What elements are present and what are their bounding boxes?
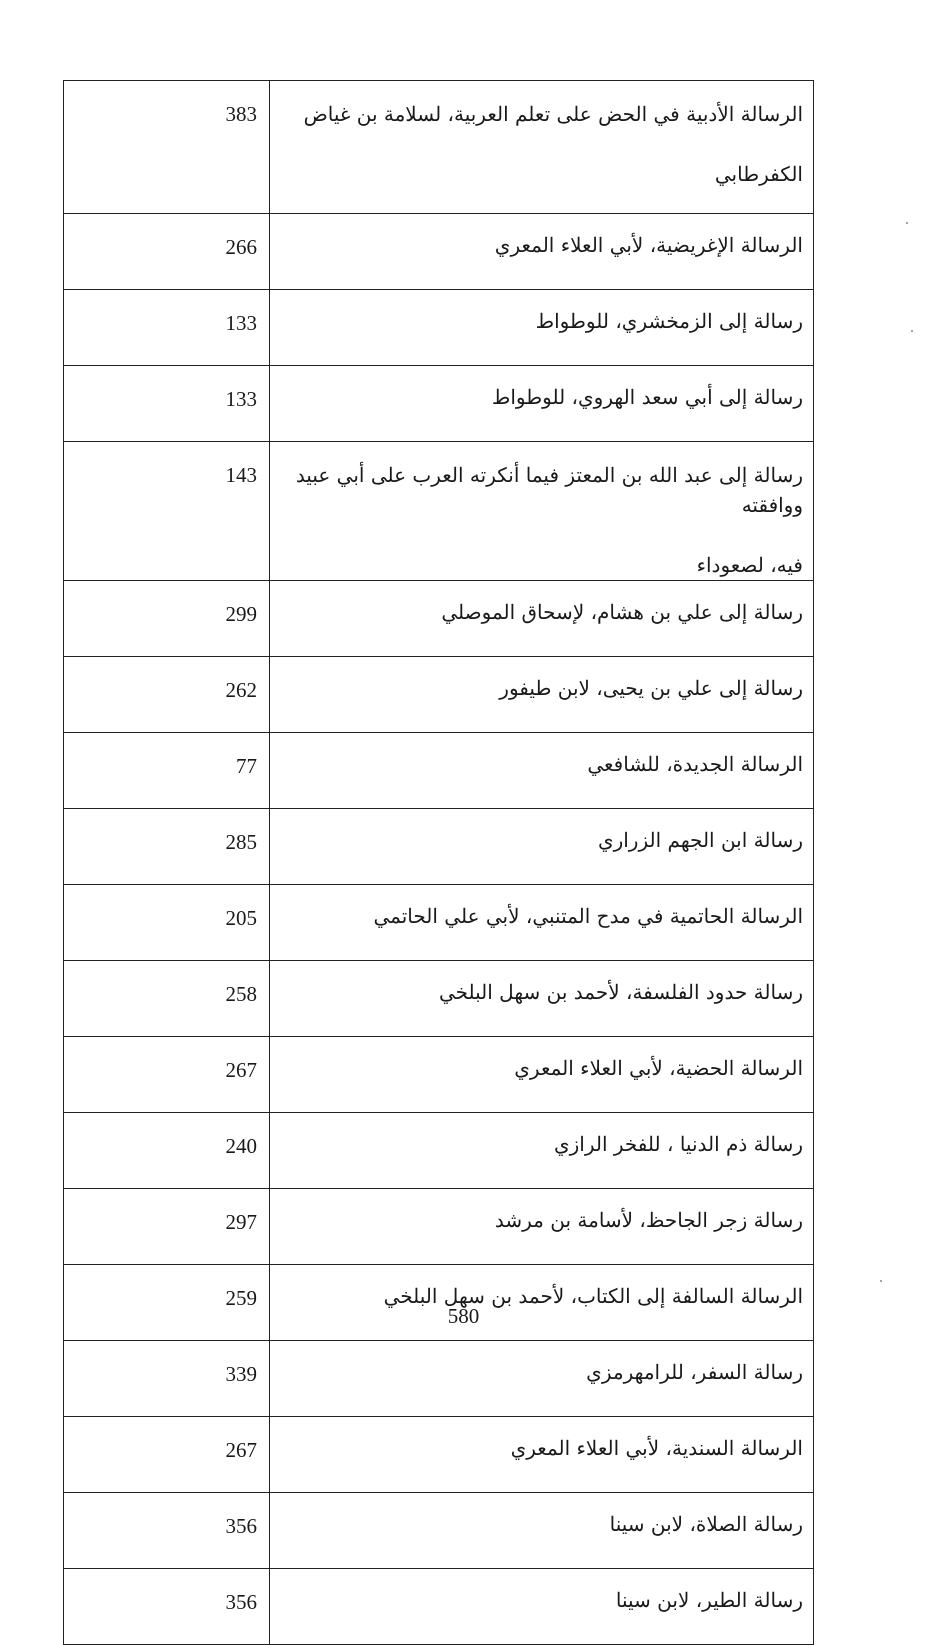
entry-title	[270, 1037, 814, 1113]
index-table-body	[64, 81, 814, 1645]
entry-title-line: الرسالة السندية، لأبي العلاء المعري	[510, 1436, 803, 1460]
table-row	[64, 733, 814, 809]
page-number: 580	[447, 1304, 480, 1328]
entry-title	[270, 581, 814, 657]
table-row	[64, 961, 814, 1037]
entry-title	[270, 809, 814, 885]
table-row	[64, 1417, 814, 1493]
entry-title-line: رسالة ابن الجهم الزراري	[597, 828, 803, 852]
entry-title	[270, 1493, 814, 1569]
entry-title	[270, 366, 814, 442]
entry-title-line: الرسالة السالفة إلى الكتاب، لأحمد بن سهل البلخي	[383, 1284, 803, 1308]
entry-page-number: 299	[64, 581, 270, 657]
table-row	[64, 290, 814, 366]
entry-page-number: 297	[64, 1189, 270, 1265]
entry-page-number: 77	[64, 733, 270, 809]
entry-page-number: 259	[64, 1265, 270, 1341]
table-row	[64, 442, 814, 581]
index-table	[63, 80, 814, 1645]
entry-title	[270, 733, 814, 809]
entry-title-line: الرسالة الجديدة، للشافعي	[587, 752, 803, 776]
entry-title-line: الرسالة الأدبية في الحض على تعلم العربية، لسلامة بن غياض	[303, 102, 803, 126]
entry-title-line: رسالة حدود الفلسفة، لأحمد بن سهل البلخي	[438, 980, 803, 1004]
table-row	[64, 1569, 814, 1645]
entry-title-line: فيه، لصعوداء	[696, 553, 803, 577]
table-row	[64, 657, 814, 733]
entry-title	[270, 961, 814, 1037]
entry-title-line: رسالة إلى علي بن هشام، لإسحاق الموصلي	[441, 600, 803, 624]
entry-title-line: رسالة إلى أبي سعد الهروي، للوطواط	[491, 385, 803, 409]
entry-page-number: 240	[64, 1113, 270, 1189]
entry-title-line: رسالة ذم الدنيا ، للفخر الرازي	[553, 1132, 803, 1156]
scan-speck	[911, 330, 913, 332]
table-row	[64, 581, 814, 657]
entry-title-line: رسالة الصلاة، لابن سينا	[609, 1512, 803, 1536]
table-row	[64, 1341, 814, 1417]
table-row	[64, 885, 814, 961]
entry-title-line: الرسالة الحضية، لأبي العلاء المعري	[514, 1056, 803, 1080]
entry-title-line: رسالة الطير، لابن سينا	[615, 1588, 803, 1612]
entry-title-line: الرسالة الحاتمية في مدح المتنبي، لأبي علي الحاتمي	[373, 904, 803, 928]
entry-title	[270, 1569, 814, 1645]
entry-page-number: 262	[64, 657, 270, 733]
table-row	[64, 1265, 814, 1341]
scan-speck	[906, 222, 908, 224]
entry-title	[270, 1265, 814, 1341]
table-row	[64, 1493, 814, 1569]
entry-title-line: رسالة زجر الجاحظ، لأسامة بن مرشد	[494, 1208, 803, 1232]
entry-title-line: رسالة إلى عبد الله بن المعتز فيما أنكرته العرب على أبي عبيد ووافقته	[295, 463, 803, 517]
entry-page-number: 285	[64, 809, 270, 885]
entry-page-number: 356	[64, 1493, 270, 1569]
entry-title	[270, 442, 814, 581]
entry-title	[270, 1113, 814, 1189]
table-row	[64, 1113, 814, 1189]
entry-title-line: رسالة السفر، للرامهرمزي	[586, 1360, 803, 1384]
entry-page-number: 205	[64, 885, 270, 961]
entry-page-number: 133	[64, 366, 270, 442]
entry-title	[270, 1341, 814, 1417]
entry-page-number: 143	[64, 442, 270, 581]
table-row	[64, 1189, 814, 1265]
entry-page-number: 258	[64, 961, 270, 1037]
scan-speck	[880, 1280, 882, 1282]
entry-title-line: رسالة إلى الزمخشري، للوطواط	[535, 309, 803, 333]
table-row	[64, 81, 814, 214]
entry-title	[270, 1417, 814, 1493]
entry-title	[270, 290, 814, 366]
entry-page-number: 267	[64, 1037, 270, 1113]
entry-page-number: 267	[64, 1417, 270, 1493]
entry-title-line: رسالة إلى علي بن يحيى، لابن طيفور	[499, 676, 803, 700]
entry-title	[270, 1189, 814, 1265]
entry-title	[270, 214, 814, 290]
entry-page-number: 383	[64, 81, 270, 214]
entry-title-line: الكفرطابي	[714, 162, 803, 186]
entry-title	[270, 657, 814, 733]
table-row	[64, 1037, 814, 1113]
entry-title-line: الرسالة الإغريضية، لأبي العلاء المعري	[494, 233, 803, 257]
entry-title	[270, 885, 814, 961]
entry-page-number: 133	[64, 290, 270, 366]
table-row	[64, 214, 814, 290]
entry-page-number: 356	[64, 1569, 270, 1645]
table-row	[64, 366, 814, 442]
entry-page-number: 339	[64, 1341, 270, 1417]
entry-title	[270, 81, 814, 214]
table-row	[64, 809, 814, 885]
entry-page-number: 266	[64, 214, 270, 290]
